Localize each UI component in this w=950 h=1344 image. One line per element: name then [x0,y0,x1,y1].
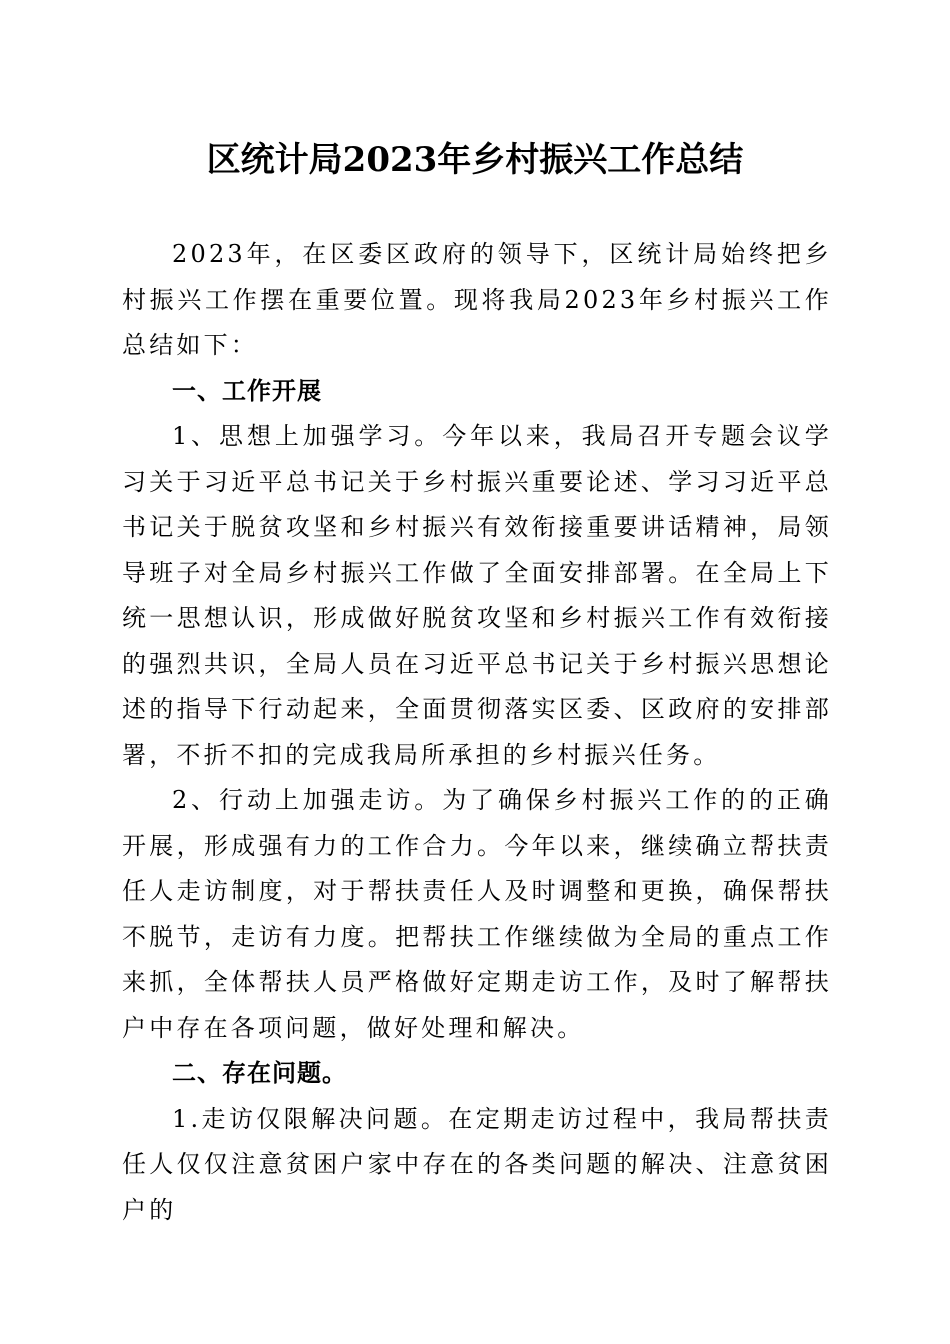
document-body [122,232,832,1233]
section-heading-problems: 二、存在问题。 [172,1059,347,1087]
intro-paragraph: 2023年，在区委区政府的领导下，区统计局始终把乡村振兴工作摆在重要位置。现将我局2023年乡村振兴工作总结如下： [122,240,832,359]
paragraph-problem-1: 1.走访仅限解决问题。在定期走访过程中，我局帮扶责任人仅仅注意贫困户家中存在的各类问题的解决、注意贫困户的 [122,1104,832,1224]
paragraph-visits: 2、行动上加强走访。为了确保乡村振兴工作的的正确开展，形成强有力的工作合力。今年以来，继续确立帮扶责任人走访制度，对于帮扶责任人及时调整和更换，确保帮扶不脱节，走访有力度。把帮扶工作继续做为全局的重点工作来抓，全体帮扶人员严格做好定期走访工作，及时了解帮扶户中存在各项问题，做好处理和解决。 [122,786,832,1042]
section-heading-work: 一、工作开展 [172,376,322,405]
paragraph-study: 1、思想上加强学习。今年以来，我局召开专题会议学习关于习近平总书记关于乡村振兴重要论述、学习习近平总书记关于脱贫攻坚和乡村振兴有效衔接重要讲话精神，局领导班子对全局乡村振兴工作做了全面安排部署。在全局上下统一思想认识，形成做好脱贫攻坚和乡村振兴工作有效衔接的强烈共识，全局人员在习近平总书记关于乡村振兴思想论述的指导下行动起来，全面贯彻落实区委、区政府的安排部署，不折不扣的完成我局所承担的乡村振兴任务。 [122,422,832,769]
document-title: 区统计局2023年乡村振兴工作总结 [206,140,744,180]
